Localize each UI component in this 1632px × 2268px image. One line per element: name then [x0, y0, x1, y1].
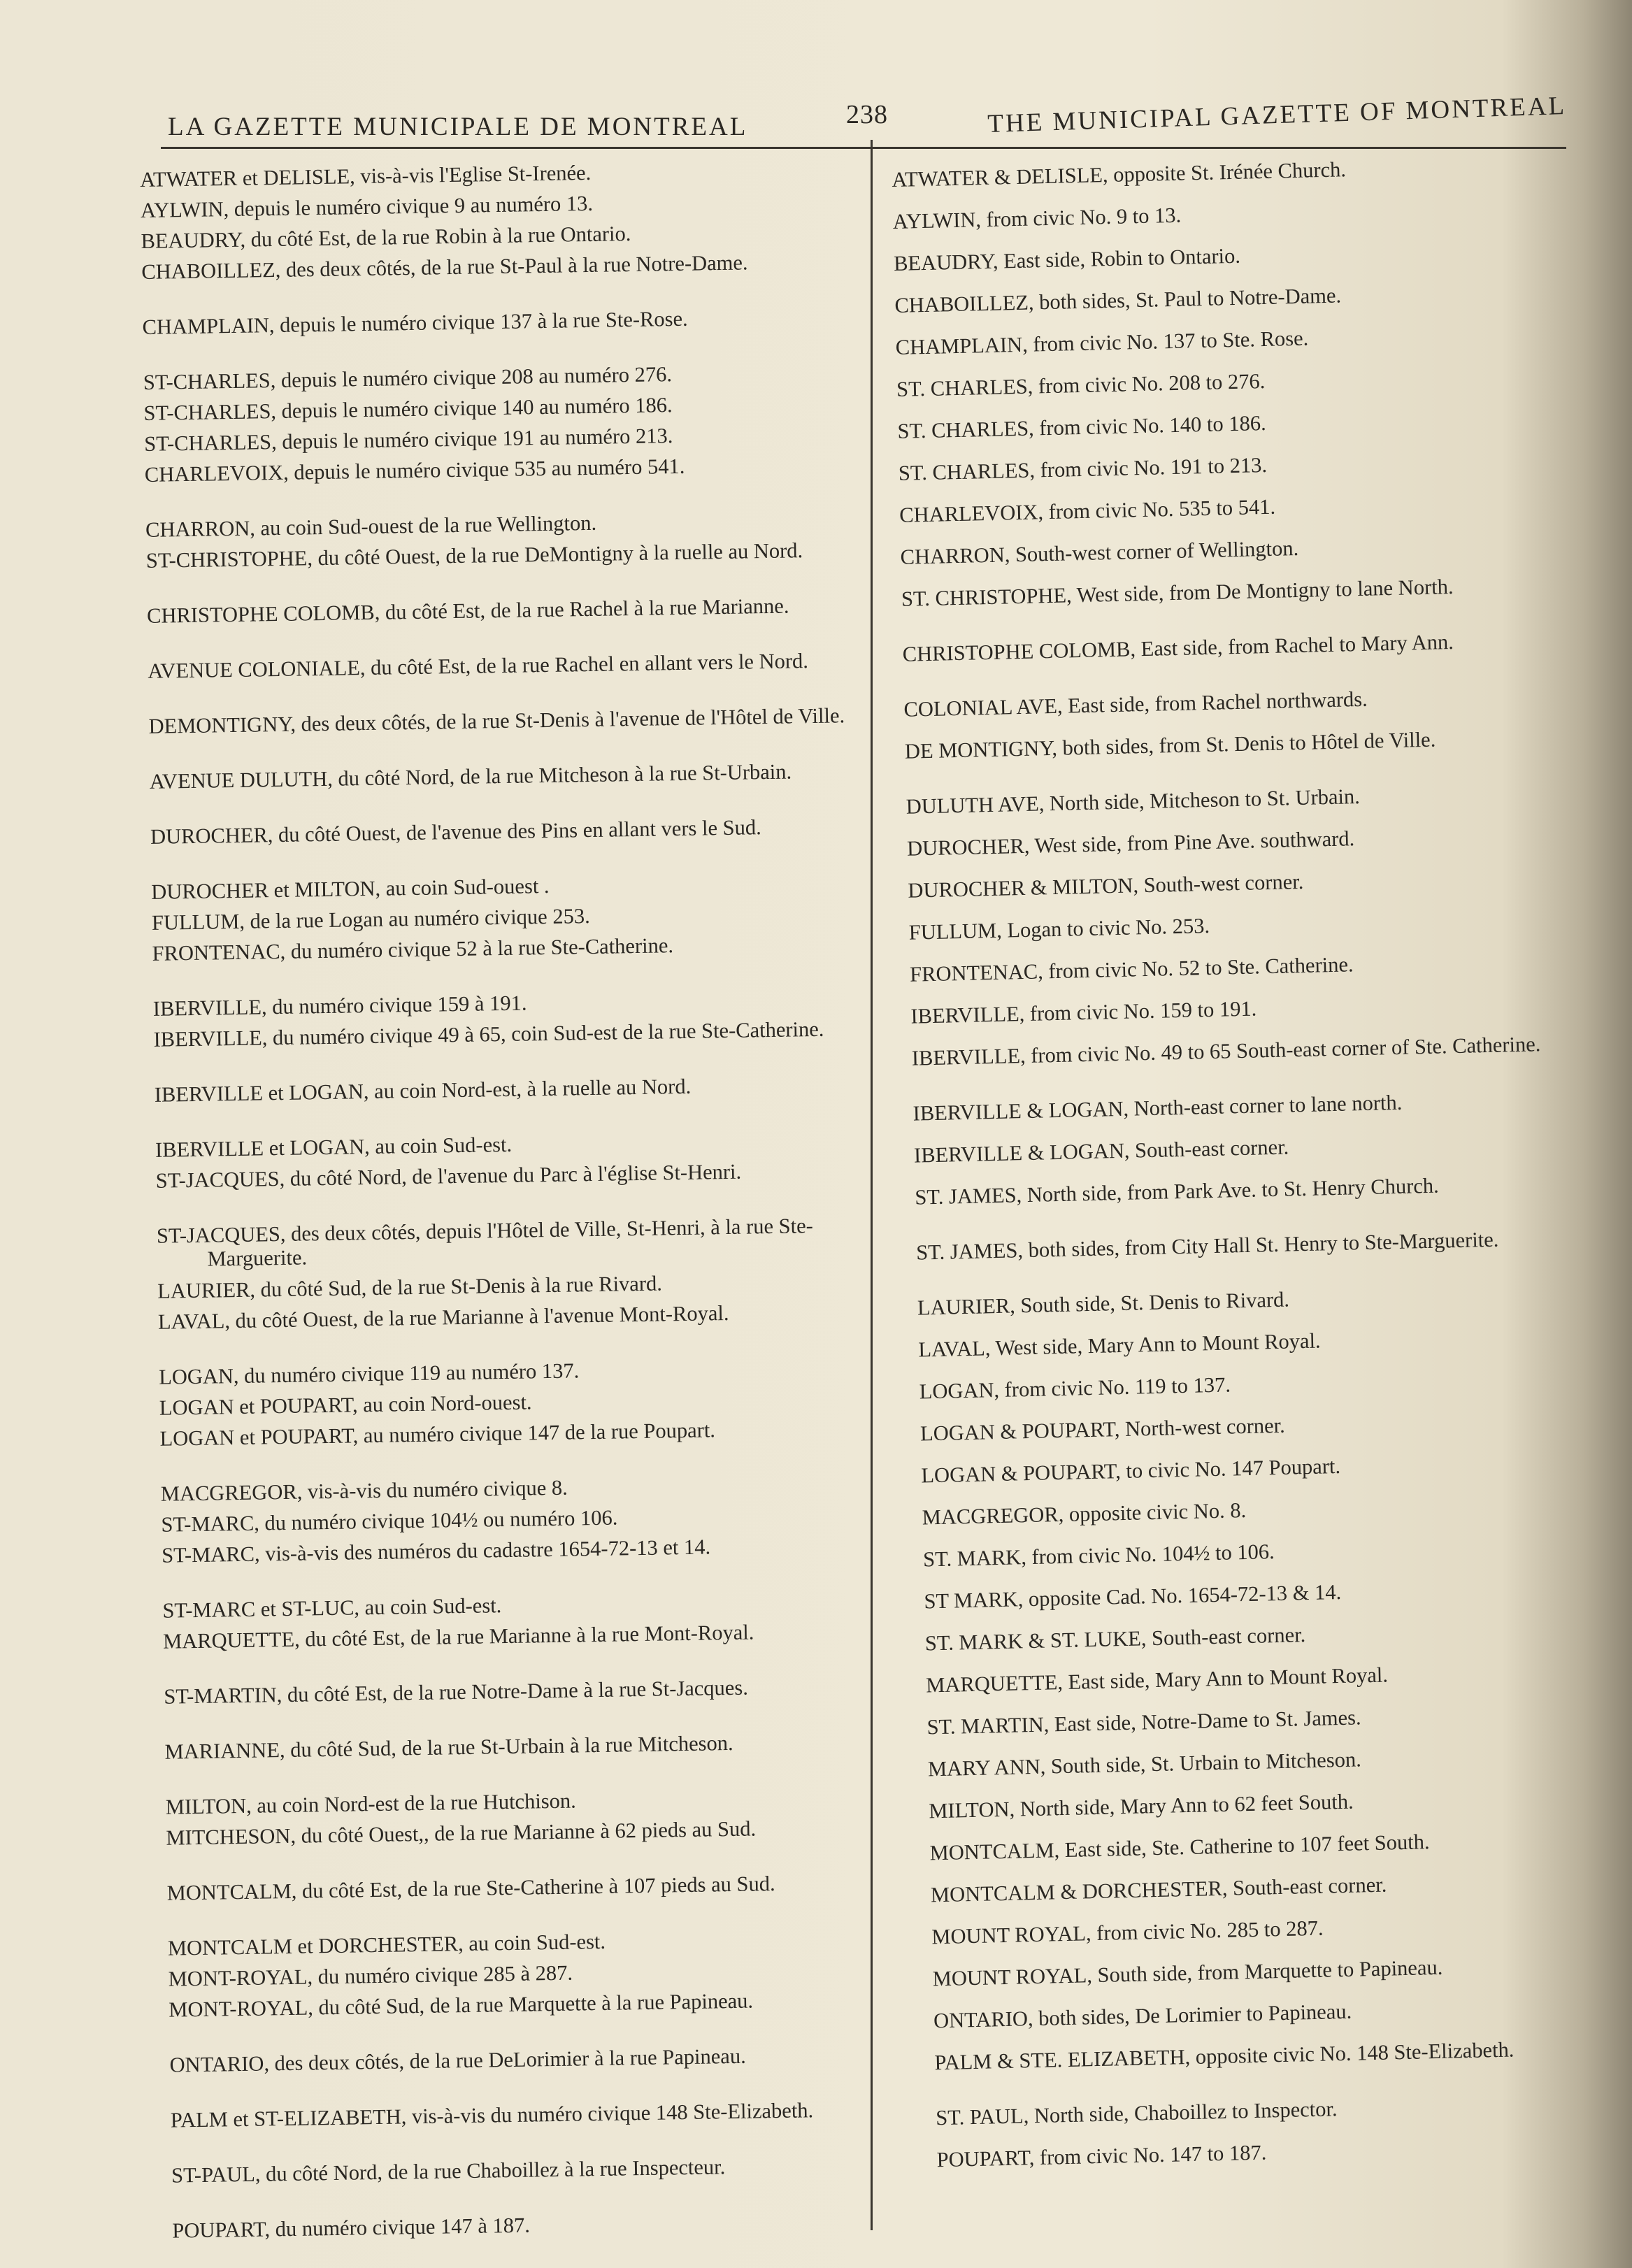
- english-entry: CHARLEVOIX, from civic No. 535 to 541.: [899, 494, 1276, 527]
- french-entry: CHABOILLEZ, des deux côtés, de la rue St-Paul à la rue Notre-Dame.: [141, 250, 748, 284]
- french-entry: ST-CHARLES, depuis le numéro civique 191 au numéro 213.: [143, 424, 673, 456]
- french-entry: BEAUDRY, du côté Est, de la rue Robin à la rue Ontario.: [141, 221, 631, 253]
- english-entry: IBERVILLE & LOGAN, South-east corner.: [913, 1135, 1289, 1168]
- french-entry: LAURIER, du côté Sud, de la rue St-Denis à la rue Rivard.: [157, 1271, 663, 1303]
- french-entry: CHARRON, au coin Sud-ouest de la rue Wellington.: [145, 510, 597, 542]
- french-entry: ST-MARC, du numéro civique 104½ ou numéro 106.: [161, 1505, 618, 1537]
- english-entry: DE MONTIGNY, both sides, from St. Denis to Hôtel de Ville.: [904, 727, 1436, 763]
- french-entry: LOGAN, du numéro civique 119 au numéro 137.: [158, 1358, 580, 1389]
- english-entry: LOGAN & POUPART, North-west corner.: [919, 1413, 1286, 1446]
- french-entry: ST-CHRISTOPHE, du côté Ouest, de la rue DeMontigny à la ruelle au Nord.: [145, 538, 803, 573]
- english-entry: MACGREGOR, opposite civic No. 8.: [922, 1498, 1247, 1530]
- header-title-english: THE MUNICIPAL GAZETTE OF MONTREAL: [987, 92, 1567, 138]
- french-entry: DUROCHER et MILTON, au coin Sud-ouest .: [151, 873, 550, 904]
- english-entry: ST. JAMES, North side, from Park Ave. to St. Henry Church.: [915, 1173, 1440, 1210]
- english-entry: ST. MARK & ST. LUKE, South-east corner.: [924, 1623, 1306, 1656]
- english-entry: POUPART, from civic No. 147 to 187.: [936, 2140, 1267, 2172]
- english-entry: ATWATER & DELISLE, opposite St. Irénée Church.: [892, 157, 1347, 192]
- english-entry: LAURIER, South side, St. Denis to Rivard.: [917, 1287, 1290, 1320]
- french-entry: MONT-ROYAL, du côté Sud, de la rue Marquette à la rue Papineau.: [169, 1988, 754, 2022]
- english-entry: ST. MARK, from civic No. 104½ to 106.: [922, 1539, 1275, 1572]
- french-entry: CHARLEVOIX, depuis le numéro civique 535 au numéro 541.: [144, 454, 685, 487]
- french-entry: MONTCALM et DORCHESTER, au coin Sud-est.: [167, 1929, 606, 1960]
- english-entry: DUROCHER, West side, from Pine Ave. southward.: [906, 826, 1355, 861]
- english-entry: CHRISTOPHE COLOMB, East side, from Rachel to Mary Ann.: [902, 629, 1454, 666]
- english-entry: MILTON, North side, Mary Ann to 62 feet South.: [928, 1789, 1354, 1823]
- english-entry: PALM & STE. ELIZABETH, opposite civic No. 148 Ste-Elizabeth.: [934, 2037, 1515, 2075]
- english-entry: ST. CHARLES, from civic No. 140 to 186.: [897, 410, 1267, 443]
- french-entry: AVENUE COLONIALE, du côté Est, de la rue Rachel en allant vers le Nord.: [148, 649, 809, 683]
- french-entry: ST-MARC et ST-LUC, au coin Sud-est.: [162, 1593, 502, 1623]
- french-entry: MITCHESON, du côté Ouest,, de la rue Marianne à 62 pieds au Sud.: [166, 1816, 757, 1850]
- french-entry: MACGREGOR, vis-à-vis du numéro civique 8.: [160, 1475, 568, 1506]
- english-entry: CHAMPLAIN, from civic No. 137 to Ste. Rose.: [895, 326, 1309, 359]
- french-entry: MONT-ROYAL, du numéro civique 285 à 287.: [168, 1960, 573, 1991]
- header-title-french: LA GAZETTE MUNICIPALE DE MONTREAL: [168, 113, 748, 141]
- english-entry: DULUTH AVE, North side, Mitcheson to St. Urbain.: [906, 784, 1361, 819]
- french-entry: AYLWIN, depuis le numéro civique 9 au numéro 13.: [140, 191, 594, 222]
- french-entry: FRONTENAC, du numéro civique 52 à la rue Ste-Catherine.: [152, 933, 674, 966]
- french-entry: CHRISTOPHE COLOMB, du côté Est, de la rue Rachel à la rue Marianne.: [146, 594, 789, 628]
- page-number: 238: [846, 100, 888, 129]
- english-entry: ST. CHRISTOPHE, West side, from De Montigny to lane North.: [901, 574, 1454, 611]
- french-entry: ST-MARTIN, du côté Est, de la rue Notre-Dame à la rue St-Jacques.: [164, 1675, 749, 1709]
- english-entry: ST. PAUL, North side, Chaboillez to Inspector.: [935, 2097, 1338, 2130]
- english-entry: BEAUDRY, East side, Robin to Ontario.: [893, 243, 1241, 275]
- english-entry: MOUNT ROYAL, from civic No. 285 to 287.: [931, 1916, 1324, 1949]
- english-entry: DUROCHER & MILTON, South-west corner.: [908, 869, 1304, 903]
- french-entry: POUPART, du numéro civique 147 à 187.: [172, 2213, 531, 2243]
- french-entry: IBERVILLE et LOGAN, au coin Sud-est.: [155, 1132, 513, 1162]
- french-entry: AVENUE DULUTH, du côté Nord, de la rue Mitcheson à la rue St-Urbain.: [149, 759, 792, 794]
- french-entry: IBERVILLE, du numéro civique 49 à 65, coin Sud-est de la rue Ste-Catherine.: [153, 1017, 824, 1052]
- english-entry: CHABOILLEZ, both sides, St. Paul to Notre-Dame.: [894, 283, 1342, 317]
- french-entry: ST-MARC, vis-à-vis des numéros du cadastre 1654-72-13 et 14.: [161, 1535, 711, 1567]
- french-entry: LOGAN et POUPART, au numéro civique 147 de la rue Poupart.: [159, 1418, 716, 1451]
- english-entry: MARY ANN, South side, St. Urbain to Mitcheson.: [927, 1747, 1362, 1781]
- french-entry: MARQUETTE, du côté Est, de la rue Marianne à la rue Mont-Royal.: [162, 1620, 754, 1653]
- english-entry: MOUNT ROYAL, South side, from Marquette to Papineau.: [932, 1955, 1443, 1991]
- french-entry: IBERVILLE, du numéro civique 159 à 191.: [152, 991, 527, 1021]
- french-entry: CHAMPLAIN, depuis le numéro civique 137 à la rue Ste-Rose.: [142, 306, 688, 339]
- french-entry: DUROCHER, du côté Ouest, de l'avenue des Pins en allant vers le Sud.: [150, 815, 761, 849]
- french-entry: FULLUM, de la rue Logan au numéro civique 253.: [151, 904, 590, 935]
- french-entry: LAVAL, du côté Ouest, de la rue Marianne à l'avenue Mont-Royal.: [157, 1300, 729, 1334]
- english-entry: ST. MARTIN, East side, Notre-Dame to St. James.: [926, 1705, 1361, 1739]
- english-entry: ST. CHARLES, from civic No. 208 to 276.: [896, 368, 1266, 401]
- english-entry: MONTCALM & DORCHESTER, South-east corner.: [930, 1872, 1387, 1907]
- english-entry: FRONTENAC, from civic No. 52 to Ste. Catherine.: [909, 952, 1354, 986]
- french-entry: DEMONTIGNY, des deux côtés, de la rue St-Denis à l'avenue de l'Hôtel de Ville.: [148, 703, 845, 738]
- english-entry: ST. CHARLES, from civic No. 191 to 213.: [898, 452, 1268, 485]
- english-entry: ST MARK, opposite Cad. No. 1654-72-13 & 14.: [924, 1579, 1342, 1614]
- french-entry: ST-PAUL, du côté Nord, de la rue Chaboillez à la rue Inspecteur.: [171, 2155, 726, 2188]
- french-entry: MILTON, au coin Nord-est de la rue Hutchison.: [165, 1788, 577, 1819]
- french-entry: ST-JACQUES, des deux côtés, depuis l'Hôtel de Ville, St-Henri, à la rue Ste-Marguerite.: [156, 1214, 814, 1271]
- page-header: [161, 84, 1566, 149]
- english-entry: CHARRON, South-west corner of Wellington.: [900, 536, 1299, 569]
- english-entry: MARQUETTE, East side, Mary Ann to Mount Royal.: [925, 1663, 1389, 1698]
- french-entry: ONTARIO, des deux côtés, de la rue DeLorimier à la rue Papineau.: [169, 2044, 746, 2077]
- english-entry: IBERVILLE, from civic No. 159 to 191.: [910, 996, 1257, 1028]
- english-entry: LOGAN & POUPART, to civic No. 147 Poupart.: [921, 1454, 1341, 1488]
- english-entry: LAVAL, West side, Mary Ann to Mount Royal.: [917, 1328, 1321, 1362]
- french-entry: IBERVILLE et LOGAN, au coin Nord-est, à la ruelle au Nord.: [154, 1074, 692, 1107]
- french-entry: ATWATER et DELISLE, vis-à-vis l'Eglise St-Irenée.: [140, 160, 592, 192]
- french-entry: ST-CHARLES, depuis le numéro civique 208 au numéro 276.: [143, 362, 673, 394]
- french-column: [140, 157, 889, 2250]
- english-entry: LOGAN, from civic No. 119 to 137.: [919, 1372, 1231, 1404]
- english-entry: ONTARIO, both sides, De Lorimier to Papineau.: [933, 1999, 1352, 2033]
- english-entry: AYLWIN, from civic No. 9 to 13.: [892, 203, 1182, 234]
- english-entry: ST. JAMES, both sides, from City Hall St. Henry to Ste-Marguerite.: [915, 1227, 1499, 1265]
- french-entry: ST-CHARLES, depuis le numéro civique 140 au numéro 186.: [143, 393, 673, 425]
- french-entry: ST-JACQUES, du côté Nord, de l'avenue du Parc à l'église St-Henri.: [155, 1159, 742, 1193]
- english-entry: FULLUM, Logan to civic No. 253.: [908, 913, 1210, 945]
- english-entry: COLONIAL AVE, East side, from Rachel northwards.: [903, 687, 1368, 722]
- english-column: [892, 153, 1591, 2190]
- english-entry: IBERVILLE & LOGAN, North-east corner to lane north.: [912, 1090, 1403, 1126]
- french-entry: LOGAN et POUPART, au coin Nord-ouest.: [159, 1390, 532, 1420]
- french-entry: MARIANNE, du côté Sud, de la rue St-Urbain à la rue Mitcheson.: [164, 1730, 733, 1764]
- english-entry: IBERVILLE, from civic No. 49 to 65 South-east corner of Ste. Catherine.: [911, 1032, 1541, 1070]
- english-entry: MONTCALM, East side, Ste. Catherine to 107 feet South.: [929, 1830, 1430, 1865]
- french-entry: MONTCALM, du côté Est, de la rue Ste-Catherine à 107 pieds au Sud.: [166, 1872, 775, 1905]
- french-entry: PALM et ST-ELIZABETH, vis-à-vis du numéro civique 148 Ste-Elizabeth.: [170, 2098, 814, 2132]
